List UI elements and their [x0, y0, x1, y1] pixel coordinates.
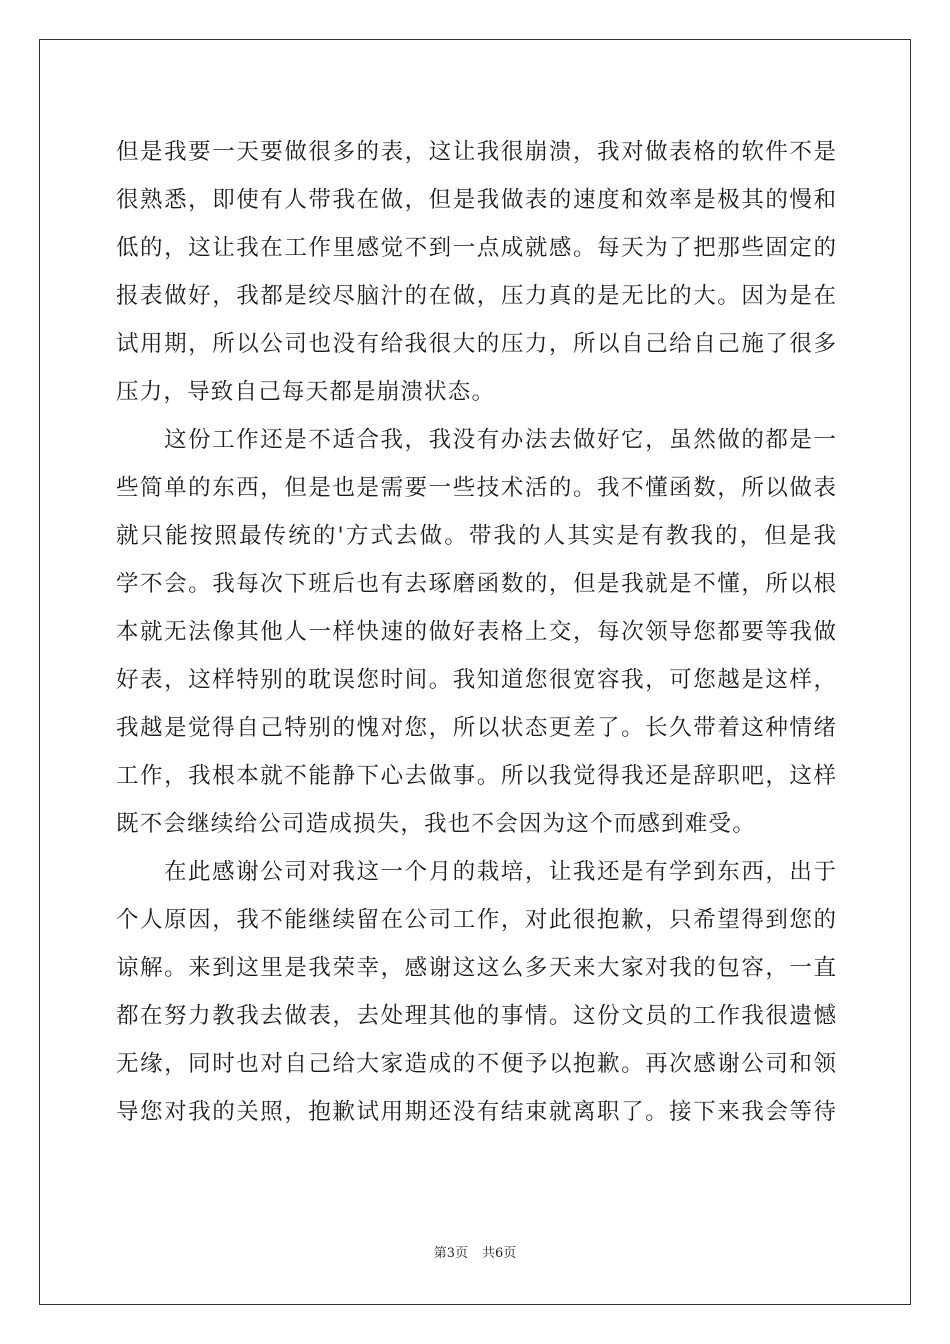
text-line: 很熟悉，即使有人带我在做，但是我做表的速度和效率是极其的慢和 [116, 187, 836, 213]
text-line: 谅解。来到这里是我荣幸，感谢这这么多天来大家对我的包容，一直 [116, 955, 836, 981]
text-line: 我越是觉得自己特别的愧对您，所以状态更差了。长久带着这种情绪 [116, 715, 836, 741]
text-line: 这份工作还是不适合我，我没有办法去做好它，虽然做的都是一 [164, 427, 836, 453]
text-line: 在此感谢公司对我这一个月的栽培，让我还是有学到东西，出于 [164, 859, 836, 885]
text-line: 个人原因，我不能继续留在公司工作，对此很抱歉，只希望得到您的 [116, 907, 836, 933]
text-line: 学不会。我每次下班后也有去琢磨函数的，但是我就是不懂，所以根 [116, 571, 836, 597]
text-line: 试用期，所以公司也没有给我很大的压力，所以自己给自己施了很多 [116, 331, 836, 357]
text-line: 既不会继续给公司造成损失，我也不会因为这个而感到难受。 [116, 811, 756, 837]
text-line: 无缘，同时也对自己给大家造成的不便予以抱歉。再次感谢公司和领 [116, 1051, 836, 1077]
text-line: 都在努力教我去做表，去处理其他的事情。这份文员的工作我很遗憾 [116, 1003, 836, 1029]
text-line: 工作，我根本就不能静下心去做事。所以我觉得我还是辞职吧，这样 [116, 763, 836, 789]
text-line: 本就无法像其他人一样快速的做好表格上交，每次领导您都要等我做 [116, 619, 836, 645]
document-body [116, 128, 836, 1136]
page-footer [0, 1242, 950, 1261]
text-line: 些简单的东西，但是也是需要一些技术活的。我不懂函数，所以做表 [116, 475, 836, 501]
text-line: 就只能按照最传统的'方式去做。带我的人其实是有教我的，但是我 [116, 523, 836, 549]
text-line: 导您对我的关照，抱歉试用期还没有结束就离职了。接下来我会等待 [116, 1099, 836, 1125]
page-number: 第3页 [433, 1246, 468, 1261]
text-line: 报表做好，我都是绞尽脑汁的在做，压力真的是无比的大。因为是在 [116, 283, 836, 309]
text-line: 低的，这让我在工作里感觉不到一点成就感。每天为了把那些固定的 [116, 235, 836, 261]
text-line: 好表，这样特别的耽误您时间。我知道您很宽容我，可您越是这样， [116, 667, 836, 693]
page-total: 共6页 [482, 1246, 517, 1261]
text-line: 但是我要一天要做很多的表，这让我很崩溃，我对做表格的软件不是 [116, 139, 836, 165]
text-line: 压力，导致自己每天都是崩溃状态。 [116, 379, 496, 405]
